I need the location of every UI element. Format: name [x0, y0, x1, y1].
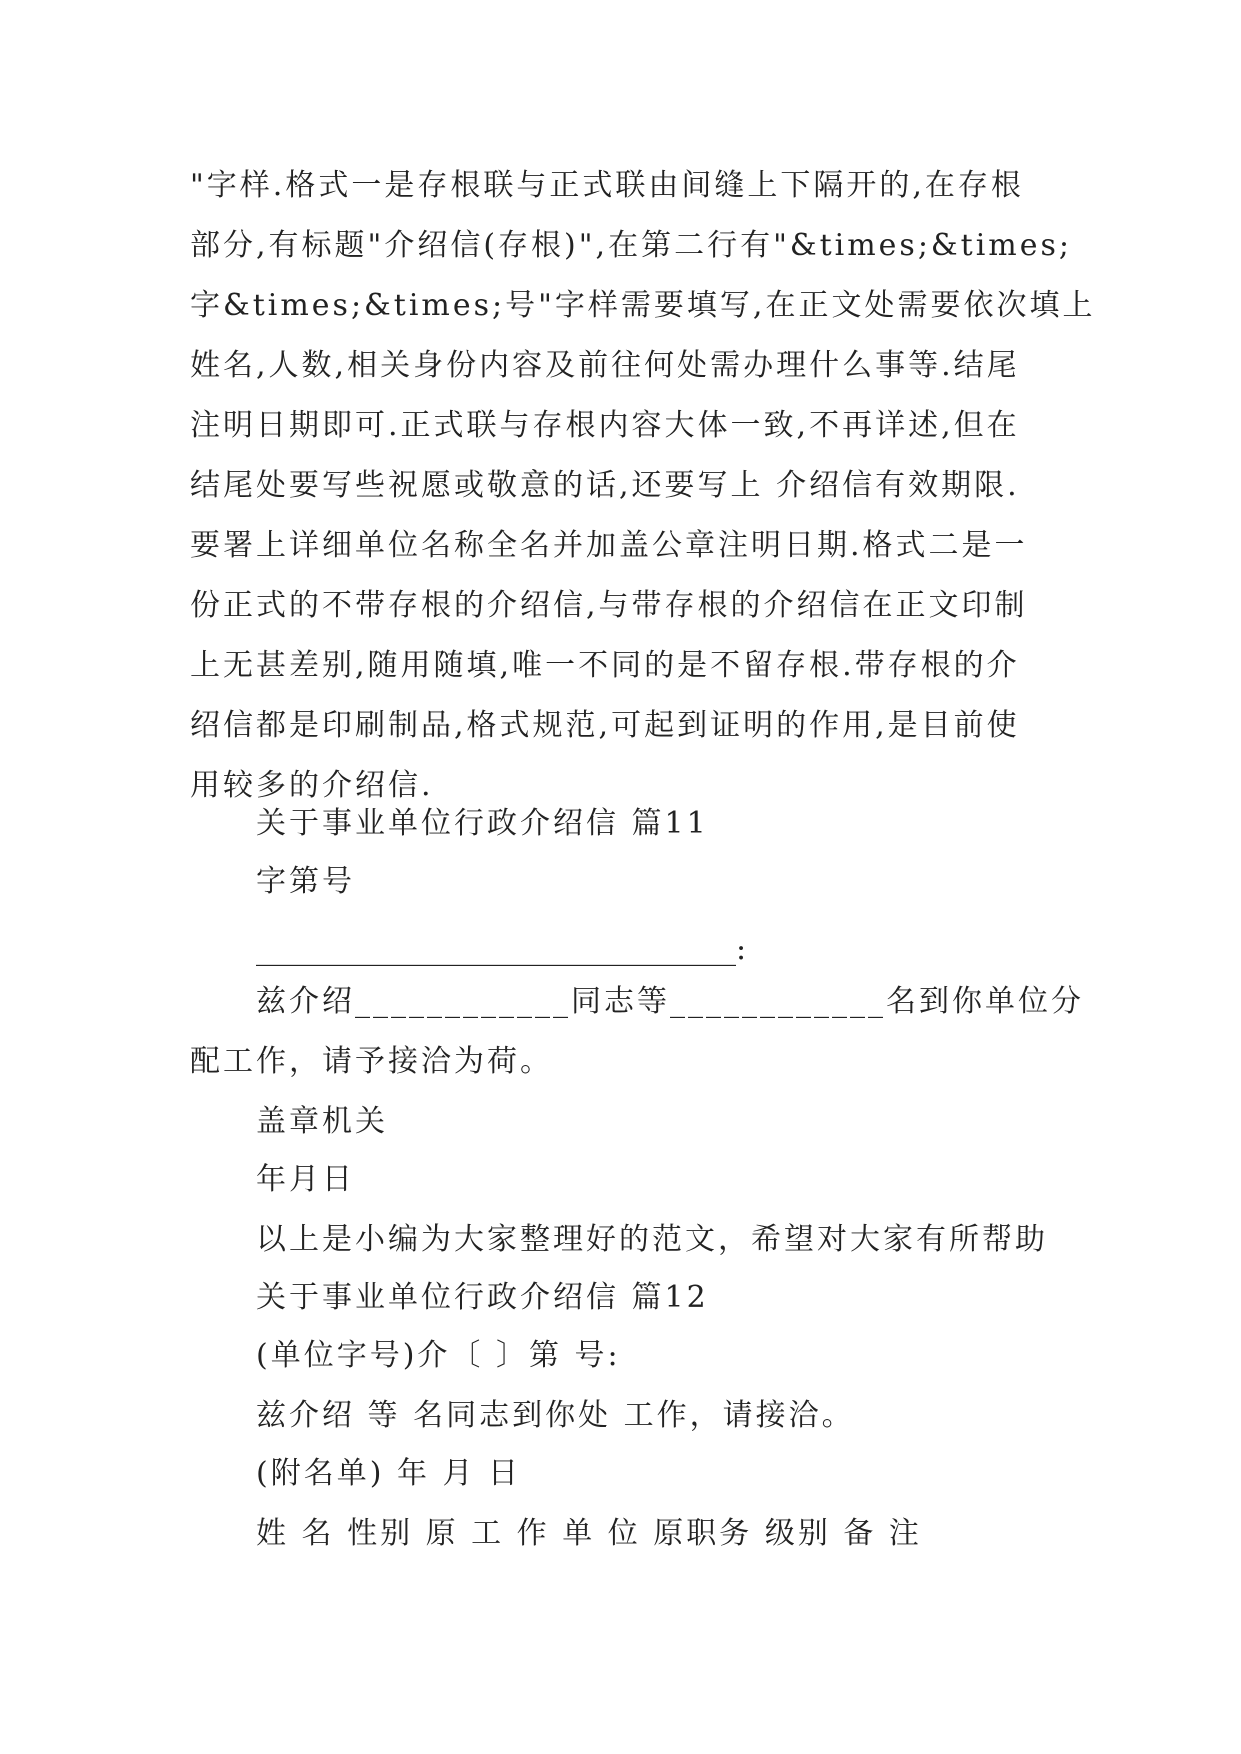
paragraph-line: 结尾处要写些祝愿或敬意的话,还要写上 介绍信有效期限. — [190, 468, 1020, 503]
section-12-table-header: 姓 名 性别 原 工 作 单 位 原职务 级别 备 注 — [256, 1516, 922, 1551]
paragraph-format-description — [190, 156, 1096, 816]
section-11-closing: 以上是小编为大家整理好的范文，希望对大家有所帮助 — [256, 1222, 1048, 1257]
paragraph-line: 部分,有标题"介绍信(存根)",在第二行有"&times;&times; — [190, 228, 1072, 263]
paragraph-line: "字样.格式一是存根联与正式联由间缝上下隔开的,在存根 — [190, 168, 1024, 203]
section-11-addressee-blank: ________________________________: — [256, 932, 747, 967]
section-12-ref: (单位字号)介〔 〕第 号: — [256, 1338, 621, 1373]
section-11-body-line: 配工作，请予接洽为荷。 — [190, 1044, 553, 1079]
section-11-ref: 字第号 — [256, 864, 355, 899]
paragraph-line: 字&times;&times;号"字样需要填写,在正文处需要依次填上 — [190, 288, 1096, 323]
section-11-title: 关于事业单位行政介绍信 篇11 — [256, 806, 709, 841]
section-11-body — [190, 972, 1084, 1092]
section-12-attach: (附名单) 年 月 日 — [256, 1456, 522, 1491]
section-12-body: 兹介绍 等 名同志到你处 工作，请接洽。 — [256, 1398, 855, 1433]
paragraph-line: 姓名,人数,相关身份内容及前往何处需办理什么事等.结尾 — [190, 348, 1020, 383]
paragraph-line: 注明日期即可.正式联与存根内容大体一致,不再详述,但在 — [190, 408, 1020, 443]
section-11-seal: 盖章机关 — [256, 1104, 388, 1139]
paragraph-line: 上无甚差别,随用随填,唯一不同的是不留存根.带存根的介 — [190, 648, 1020, 683]
paragraph-line: 用较多的介绍信. — [190, 768, 434, 803]
section-11-date: 年月日 — [256, 1162, 355, 1197]
paragraph-line: 绍信都是印刷制品,格式规范,可起到证明的作用,是目前使 — [190, 708, 1020, 743]
section-12-title: 关于事业单位行政介绍信 篇12 — [256, 1280, 709, 1315]
section-11-body-line: 兹介绍____________同志等____________名到你单位分 — [256, 984, 1084, 1019]
paragraph-line: 要署上详细单位名称全名并加盖公章注明日期.格式二是一 — [190, 528, 1028, 563]
paragraph-line: 份正式的不带存根的介绍信,与带存根的介绍信在正文印制 — [190, 588, 1028, 623]
